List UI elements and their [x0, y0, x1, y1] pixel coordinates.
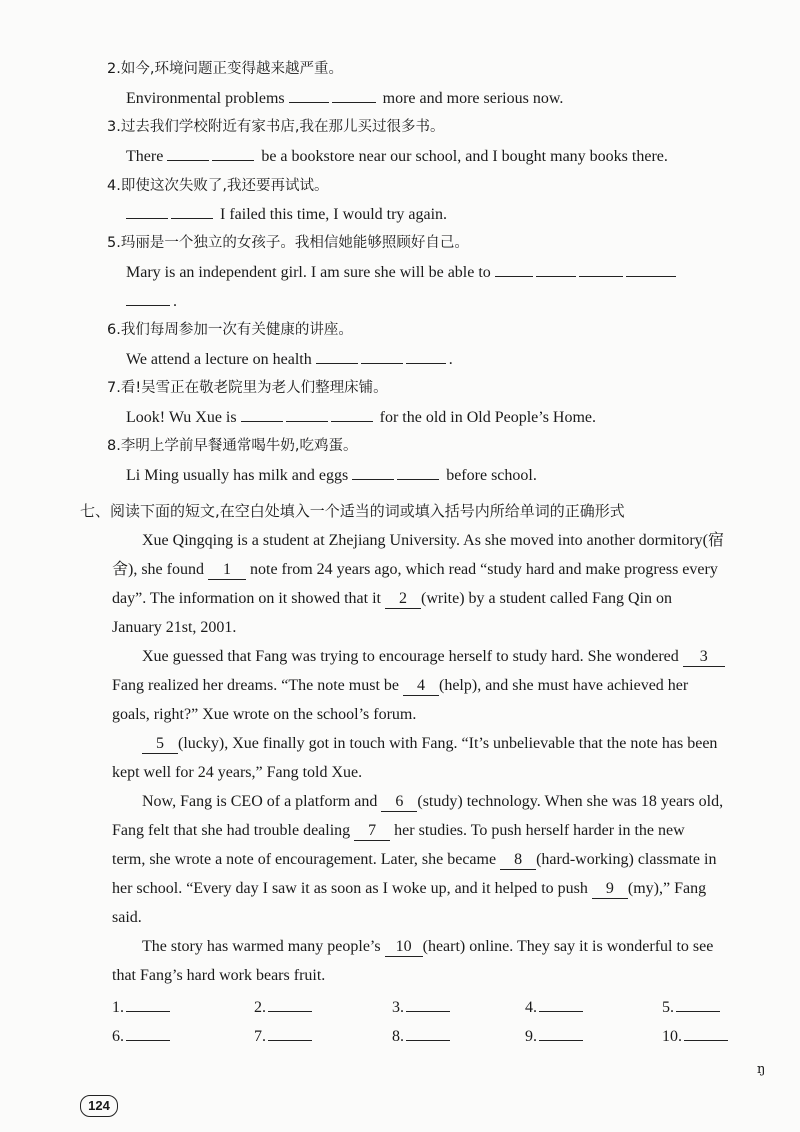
answer-blank[interactable] [126, 996, 170, 1012]
answer-slot-9: 9. [525, 1025, 586, 1046]
question-4-chinese: 4.即使这次失败了,我还要再试试。 [107, 178, 329, 194]
question-5-continued: . [126, 290, 177, 313]
answer-slot-4: 4. [525, 996, 586, 1017]
answer-slot-10: 10. [662, 1025, 731, 1046]
blank[interactable] [286, 406, 328, 422]
question-6-chinese: 6.我们每周参加一次有关健康的讲座。 [107, 322, 353, 338]
passage-line: term, she wrote a note of encouragement. Later, she became 8 (hard-working) classmate in [112, 851, 717, 868]
blank[interactable] [406, 348, 446, 364]
blank[interactable] [626, 261, 676, 277]
blank-4[interactable]: 4 [403, 677, 439, 696]
blank[interactable] [212, 145, 254, 161]
question-8-english: Li Ming usually has milk and eggs before school. [126, 464, 537, 487]
blank[interactable] [126, 203, 168, 219]
passage-line: 5 (lucky), Xue finally got in touch with Fang. “It’s unbelievable that the note has been [142, 733, 717, 755]
section-7-title: 七、阅读下面的短文,在空白处填入一个适当的词或填入括号内所给单词的正确形式 [80, 502, 625, 520]
passage-line: 舍), she found 1 note from 24 years ago, which read “study hard and make progress every [112, 561, 718, 578]
passage-line: kept well for 24 years,” Fang told Xue. [112, 764, 363, 781]
blank-8[interactable]: 8 [500, 851, 536, 870]
passage-line: Now, Fang is CEO of a platform and 6 (study) technology. When she was 18 years old, [142, 793, 724, 810]
answer-slot-7: 7. [254, 1025, 315, 1046]
answer-blank[interactable] [406, 1025, 450, 1041]
blank-9[interactable]: 9 [592, 880, 628, 899]
answer-blank[interactable] [684, 1025, 728, 1041]
question-6-english: We attend a lecture on health . [126, 348, 453, 371]
blank[interactable] [536, 261, 576, 277]
answer-slot-1: 1. [112, 996, 173, 1017]
passage-line: her school. “Every day I saw it as soon as I woke up, and it helped to push 9 (my),” Fang [112, 880, 707, 897]
answer-blank[interactable] [268, 1025, 312, 1041]
blank[interactable] [361, 348, 403, 364]
blank[interactable] [126, 290, 170, 306]
blank-5[interactable]: 5 [142, 735, 178, 754]
blank[interactable] [316, 348, 358, 364]
blank-10[interactable]: 10 [385, 938, 423, 957]
blank[interactable] [167, 145, 209, 161]
answer-slot-3: 3. [392, 996, 453, 1017]
blank[interactable] [332, 87, 376, 103]
question-7-chinese: 7.看!吴雪正在敬老院里为老人们整理床铺。 [107, 380, 388, 396]
blank-6[interactable]: 6 [381, 793, 417, 812]
answer-blank[interactable] [406, 996, 450, 1012]
answer-blank[interactable] [126, 1025, 170, 1041]
question-8-chinese: 8.李明上学前早餐通常喝牛奶,吃鸡蛋。 [107, 438, 358, 454]
blank[interactable] [289, 87, 329, 103]
passage-line: Xue Qingqing is a student at Zhejiang University. As she moved into another dormitory(宿 [142, 532, 724, 549]
answer-slot-5: 5. [662, 996, 723, 1017]
passage-line: goals, right?” Xue wrote on the school’s forum. [112, 706, 417, 723]
answer-slot-2: 2. [254, 996, 315, 1017]
passage-line: The story has warmed many people’s 10 (heart) online. They say it is wonderful to see [142, 938, 714, 955]
question-2-chinese: 2.如今,环境问题正变得越来越严重。 [107, 61, 343, 77]
blank[interactable] [579, 261, 623, 277]
blank-7[interactable]: 7 [354, 822, 390, 841]
margin-mark: ŋ [757, 1062, 766, 1077]
passage-line: Fang realized her dreams. “The note must be 4 (help), and she must have achieved her [112, 677, 689, 694]
blank-3[interactable]: 3 [683, 648, 725, 667]
page-number: 124 [80, 1095, 118, 1117]
blank-2[interactable]: 2 [385, 590, 421, 609]
passage-line: Fang felt that she had trouble dealing 7 her studies. To push herself harder in the new [112, 822, 685, 839]
question-5-chinese: 5.玛丽是一个独立的女孩子。我相信她能够照顾好自己。 [107, 235, 469, 251]
answer-slot-8: 8. [392, 1025, 453, 1046]
blank[interactable] [495, 261, 533, 277]
answer-slot-6: 6. [112, 1025, 173, 1046]
blank-1[interactable]: 1 [208, 561, 246, 580]
blank[interactable] [241, 406, 283, 422]
blank[interactable] [352, 464, 394, 480]
blank[interactable] [397, 464, 439, 480]
answer-blank[interactable] [539, 996, 583, 1012]
passage-line: January 21st, 2001. [112, 619, 237, 636]
passage-line: said. [112, 909, 142, 926]
blank[interactable] [331, 406, 373, 422]
blank[interactable] [171, 203, 213, 219]
answer-blank[interactable] [676, 996, 720, 1012]
question-7-english: Look! Wu Xue is for the old in Old People’s Home. [126, 406, 596, 429]
answer-blank[interactable] [539, 1025, 583, 1041]
passage-line: Xue guessed that Fang was trying to encourage herself to study hard. She wondered 3 [142, 646, 725, 668]
question-3-chinese: 3.过去我们学校附近有家书店,我在那儿买过很多书。 [107, 119, 445, 135]
answer-blank[interactable] [268, 996, 312, 1012]
question-5-english: Mary is an independent girl. I am sure she will be able to [126, 261, 679, 284]
passage-line: that Fang’s hard work bears fruit. [112, 967, 326, 984]
question-3-english: There be a bookstore near our school, and I bought many books there. [126, 145, 668, 168]
question-4-english: I failed this time, I would try again. [126, 203, 447, 226]
question-2-english: Environmental problems more and more serious now. [126, 87, 563, 110]
passage-line: day”. The information on it showed that it 2 (write) by a student called Fang Qin on [112, 590, 673, 607]
